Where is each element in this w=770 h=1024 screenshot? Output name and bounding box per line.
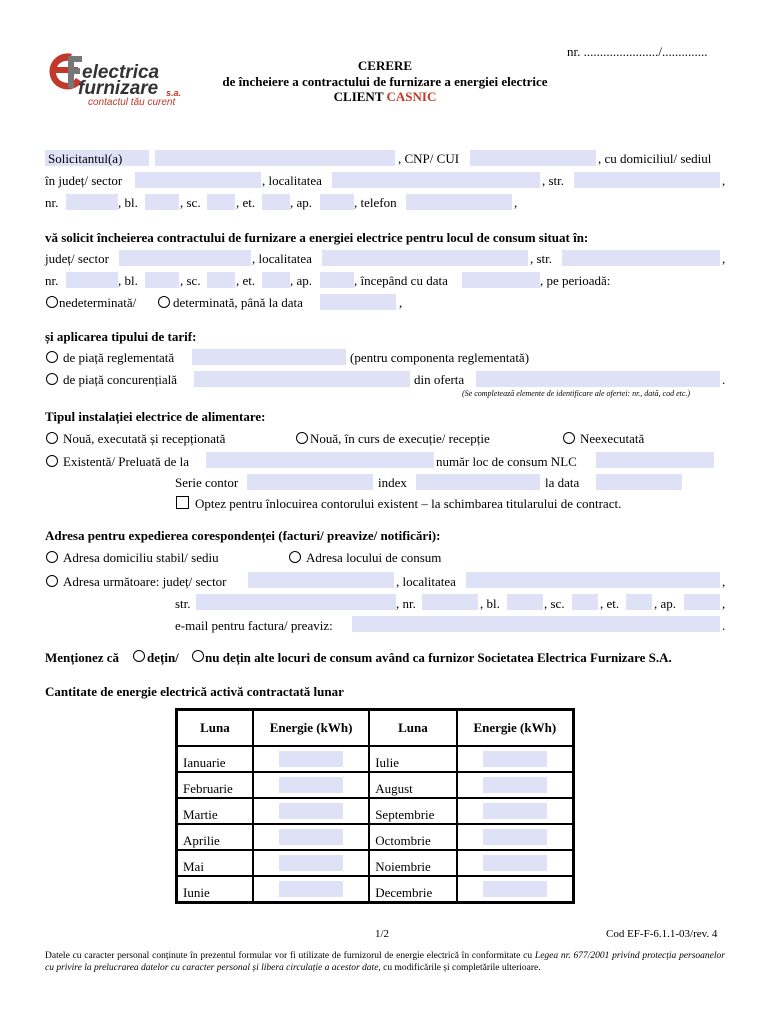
col-luna-left: Luna — [177, 710, 253, 746]
noua-in-curs-label: Nouă, în curs de execuție/ recepție — [310, 431, 490, 446]
consum-nr-field[interactable] — [66, 272, 118, 288]
adresa-bl-label: , bl. — [480, 596, 500, 611]
energy-input[interactable] — [279, 881, 343, 897]
neexecutata-label: Neexecutată — [580, 431, 645, 446]
disclaimer — [45, 950, 725, 974]
period: . — [722, 372, 726, 387]
consum-localitatea-field[interactable] — [322, 250, 528, 266]
email-label: e-mail pentru factura/ preaviz: — [175, 618, 333, 633]
adresa-domiciliu-label: Adresa domiciliu stabil/ sediu — [63, 550, 219, 565]
existenta-label: Existentă/ Preluată de la — [63, 454, 189, 469]
adresa-et-label: , et. — [600, 596, 620, 611]
oferta-note: (Se completează elemente de identificare ale ofertei: nr., dată, cod etc.) — [462, 389, 691, 398]
radio-nedeterminata[interactable] — [46, 296, 58, 308]
comma: , — [514, 195, 518, 210]
form-code: Cod EF-F-6.1.1-03/rev. 4 — [606, 928, 718, 940]
mentionez-label: Menționez că — [45, 650, 120, 665]
disclaimer-law: Legea nr. 677/2001 privind protecția persoanelor cu privire la prelucrarea datelor cu caracter personal și libera circulație a acestor date, — [45, 951, 725, 973]
form-subtitle: de încheiere a contractului de furnizare a energiei electrice — [222, 74, 548, 89]
judet-label: în județ/ sector — [45, 173, 123, 188]
consum-et-label: , et. — [236, 273, 256, 288]
comma: , — [722, 251, 726, 266]
sc-label: , sc. — [180, 195, 201, 210]
client-prefix: CLIENT — [333, 89, 387, 104]
energy-cell — [253, 746, 369, 772]
radio-noua-in-curs[interactable] — [296, 432, 308, 444]
month-cell: Iulie — [369, 746, 456, 772]
serie-contor-label: Serie contor — [175, 475, 239, 490]
table-row — [177, 798, 573, 824]
adresa-heading: Adresa pentru expedierea corespondenței (facturi/ preavize/ notificări): — [45, 528, 441, 543]
preluata-de-la-field[interactable] — [206, 452, 434, 468]
telefon-label: , telefon — [354, 195, 397, 210]
energy-cell — [457, 772, 573, 798]
radio-detin[interactable] — [133, 650, 145, 662]
consum-heading: vă solicit încheierea contractului de furnizare a energiei electrice pentru locul de consum situat în: — [45, 230, 589, 245]
oferta-field[interactable] — [476, 371, 720, 387]
radio-neexecutata[interactable] — [563, 432, 575, 444]
month-cell: Noiembrie — [369, 850, 456, 876]
la-data-label: la data — [545, 475, 580, 490]
energy-table — [175, 708, 575, 904]
nlc-field[interactable] — [596, 452, 714, 468]
adresa-urmatoare-label: Adresa următoare: județ/ sector — [63, 574, 227, 589]
concurentiala-label: de piață concurențială — [63, 372, 178, 387]
concurentiala-field[interactable] — [194, 371, 410, 387]
consum-bl-label: , bl. — [118, 273, 138, 288]
energy-cell — [253, 876, 369, 902]
col-energie-left: Energie (kWh) — [253, 710, 369, 746]
optez-checkbox[interactable] — [176, 496, 189, 509]
disclaimer-text-2: cu modificările și completările ulterioare. — [380, 963, 541, 973]
consum-judet-label: județ/ sector — [45, 251, 109, 266]
table-row — [177, 772, 573, 798]
logo-suffix: s.a. — [166, 88, 182, 98]
instalatie-heading: Tipul instalației electrice de alimentare: — [45, 409, 266, 424]
consum-str-label: , str. — [530, 251, 553, 266]
energy-cell — [253, 798, 369, 824]
radio-determinata[interactable] — [158, 296, 170, 308]
incepand-date-field[interactable] — [462, 272, 540, 288]
nr-field[interactable] — [66, 194, 118, 210]
componenta-label: (pentru componenta reglementată) — [350, 350, 530, 365]
solicitant-name-field[interactable] — [155, 150, 395, 166]
adresa-sc-label: , sc. — [544, 596, 565, 611]
month-cell: Ianuarie — [177, 746, 253, 772]
adresa-localitatea-field[interactable] — [466, 572, 720, 588]
logo-line1: electrica — [82, 62, 160, 83]
solicitant-label: Solicitantul(a) — [48, 151, 123, 166]
adresa-nr-label: , nr. — [396, 596, 416, 611]
str-field[interactable] — [574, 172, 720, 188]
energy-cell — [457, 850, 573, 876]
adresa-et-field[interactable] — [626, 594, 652, 610]
cantitate-heading: Cantitate de energie electrică activă contractată lunar — [45, 684, 344, 699]
adresa-str-field[interactable] — [196, 594, 396, 610]
consum-localitatea-label: , localitatea — [252, 251, 312, 266]
adresa-ap-label: , ap. — [654, 596, 677, 611]
consum-sc-label: , sc. — [180, 273, 201, 288]
page-number: 1/2 — [375, 928, 390, 940]
adresa-ap-field[interactable] — [684, 594, 720, 610]
request-number: nr. ......................./.............. — [567, 44, 708, 59]
energy-cell — [253, 824, 369, 850]
energy-input[interactable] — [483, 829, 547, 845]
consum-ap-label: , ap. — [290, 273, 313, 288]
energy-cell — [457, 746, 573, 772]
disclaimer-text-1: Datele cu caracter personal conținute în prezentul formular vor fi utilizate de furnizorul de energie electrică în conformitate cu — [45, 951, 535, 961]
radio-existenta[interactable] — [46, 455, 58, 467]
localitatea-label: , localitatea — [262, 173, 322, 188]
comma: , — [399, 295, 403, 310]
table-row — [177, 824, 573, 850]
consum-et-field[interactable] — [262, 272, 290, 288]
perioada-label: , pe perioadă: — [540, 273, 611, 288]
sc-field[interactable] — [207, 194, 235, 210]
form-title: CERERE — [357, 58, 413, 73]
bl-field[interactable] — [145, 194, 179, 210]
consum-str-field[interactable] — [562, 250, 720, 266]
radio-reglementata[interactable] — [46, 351, 58, 363]
energy-input[interactable] — [279, 803, 343, 819]
month-cell: Decembrie — [369, 876, 456, 902]
energy-input[interactable] — [483, 881, 547, 897]
determinata-date-field[interactable] — [320, 294, 396, 310]
et-label: , et. — [236, 195, 256, 210]
energy-cell — [253, 850, 369, 876]
radio-noua-executata[interactable] — [46, 432, 58, 444]
energy-input[interactable] — [483, 803, 547, 819]
index-field[interactable] — [416, 474, 540, 490]
energy-cell — [457, 876, 573, 902]
consum-nr-label: nr. — [45, 273, 59, 288]
email-field[interactable] — [352, 616, 720, 632]
month-cell: August — [369, 772, 456, 798]
optez-label: Optez pentru înlocuirea contorului existent – la schimbarea titularului de contract. — [195, 496, 622, 511]
incepand-label: , începând cu data — [354, 273, 448, 288]
judet-field[interactable] — [135, 172, 261, 188]
consum-sc-field[interactable] — [207, 272, 235, 288]
month-cell: Septembrie — [369, 798, 456, 824]
la-data-field[interactable] — [596, 474, 682, 490]
energy-input[interactable] — [483, 777, 547, 793]
comma: , — [722, 574, 726, 589]
logo-line2: furnizare — [78, 78, 159, 99]
cnp-field[interactable] — [470, 150, 596, 166]
consum-judet-field[interactable] — [119, 250, 251, 266]
nlc-label: număr loc de consum NLC — [436, 454, 577, 469]
detin-label: dețin/ — [147, 650, 179, 665]
energy-input[interactable] — [279, 829, 343, 845]
reglementata-label: de piață reglementată — [63, 350, 175, 365]
str-label: , str. — [542, 173, 565, 188]
consum-ap-field[interactable] — [320, 272, 354, 288]
serie-contor-field[interactable] — [247, 474, 373, 490]
nu-detin-label: nu dețin alte locuri de consum având ca furnizor Societatea Electrica Furnizare S.A. — [205, 650, 672, 665]
adresa-str-label: str. — [175, 596, 191, 611]
radio-adresa-loc-consum[interactable] — [289, 551, 301, 563]
reglementata-field[interactable] — [192, 349, 346, 365]
month-cell: Februarie — [177, 772, 253, 798]
din-oferta-label: din oferta — [414, 372, 465, 387]
logo-tagline: contactul tău curent — [88, 97, 176, 108]
localitatea-field[interactable] — [332, 172, 540, 188]
bl-label: , bl. — [118, 195, 138, 210]
ap-label: , ap. — [290, 195, 313, 210]
adresa-judet-field[interactable] — [248, 572, 394, 588]
adresa-bl-field[interactable] — [507, 594, 543, 610]
energy-input[interactable] — [279, 855, 343, 871]
radio-adresa-domiciliu[interactable] — [46, 551, 58, 563]
month-cell: Octombrie — [369, 824, 456, 850]
radio-concurentiala[interactable] — [46, 373, 58, 385]
telefon-field[interactable] — [406, 194, 512, 210]
client-type-line — [0, 89, 770, 105]
nr-label: nr. — [45, 195, 59, 210]
energy-input[interactable] — [279, 777, 343, 793]
col-luna-right: Luna — [369, 710, 456, 746]
et-field[interactable] — [262, 194, 290, 210]
col-energie-right: Energie (kWh) — [457, 710, 573, 746]
month-cell: Mai — [177, 850, 253, 876]
consum-bl-field[interactable] — [145, 272, 179, 288]
month-cell: Martie — [177, 798, 253, 824]
adresa-loc-consum-label: Adresa locului de consum — [306, 550, 442, 565]
radio-adresa-urmatoare[interactable] — [46, 575, 58, 587]
adresa-localitatea-label: , localitatea — [396, 574, 456, 589]
energy-cell — [457, 798, 573, 824]
ap-field[interactable] — [320, 194, 354, 210]
month-cell: Iunie — [177, 876, 253, 902]
energy-cell — [457, 824, 573, 850]
index-label: index — [378, 475, 407, 490]
radio-nu-detin[interactable] — [192, 650, 204, 662]
table-row — [177, 850, 573, 876]
energy-input[interactable] — [483, 751, 547, 767]
comma: , — [722, 173, 726, 188]
adresa-sc-field[interactable] — [572, 594, 598, 610]
energy-input[interactable] — [279, 751, 343, 767]
nedeterminata-label: nedeterminată/ — [59, 295, 137, 310]
comma: , — [722, 596, 726, 611]
client-type: CASNIC — [386, 89, 437, 104]
cnp-label: , CNP/ CUI — [398, 151, 460, 166]
tarif-heading: și aplicarea tipului de tarif: — [45, 329, 197, 344]
month-cell: Aprilie — [177, 824, 253, 850]
energy-cell — [253, 772, 369, 798]
energy-input[interactable] — [483, 855, 547, 871]
noua-executata-label: Nouă, executată și recepționată — [63, 431, 226, 446]
table-row — [177, 876, 573, 902]
domiciliu-label: , cu domiciliul/ sediul — [598, 151, 712, 166]
adresa-nr-field[interactable] — [422, 594, 478, 610]
determinata-label: determinată, până la data — [173, 295, 303, 310]
table-row — [177, 746, 573, 772]
period: . — [722, 618, 726, 633]
